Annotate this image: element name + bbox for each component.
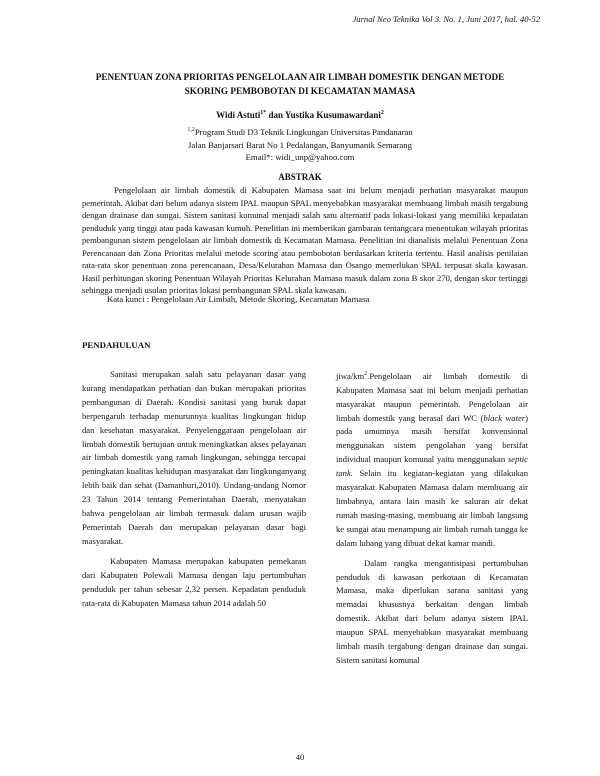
section-heading: PENDAHULUAN [82,340,151,350]
affiliation-block [0,124,600,164]
author-conj: dan Yustika Kusumawardani [266,110,381,120]
abstract-heading: ABSTRAK [278,172,322,182]
paper-title: PENENTUAN ZONA PRIORITAS PENGELOLAAN AIR LIMBAH DOMESTIK DENGAN METODE SKORING PEMBOBOTAN DI KECAMATAN MAMASA [95,72,505,96]
author-2-sup: 2 [380,110,384,116]
abstract-text: Pengelolaan air limbah domestik di Kabupaten Mamasa saat ini belum menjadi perhatian masyarakat maupun pemerintah. Akibat dari belum adanya sistem IPAL maupun SPAL menyebabkan masyarakat membuang limbah masih tergabung dengan drainase dan sungai. Sistem sanitasi komunal menjadi salah satu alternatif pada lokasi-lokasi yang memiliki kepadatan penduduk yang tinggi atau pada kawasan kumuh. Penelitian ini memberikan gambaran tentangcara menentukan wilayah prioritas pembangunan sistem pengelolaan air limbah domestik di Kecamatan Mamasa. Penelitian ini dianalisis melalui Penentuan Zona Perencanaan dan Zona Prioritas melalui metode scoring atau pembobotan berdasarkan kriteria tertentu. Hasil analisis penilaian rata-rata skor penentuan zona perencanaan, Desa/Kelurahan Mamasa dan Osango memerlukan SPAL terpusat skala kawasan. Hasil perhitungan skoring Penentuan Wilayah Prioritas Kelurahan Mamasa masuk dalam zona B skor 270, dengan skor tertinggi sehingga menjadi usulan prioritas lokasi pembangunan SPAL skala kawasan. [82,185,528,295]
right-paragraph-1: jiwa/$km^2.Pengelolaan$ air limbah domestik di Kabupaten Mamasa saat ini belum menjadi perhatian masyarakat maupun pemerintah. Pengelolaan air limbah domestik yang berasal dari WC (black water) pada umumnya masih bersifat konvensional menggunakan sistem pengolahan yang bersifat individual maupun komunal yaitu menggunakan septic tank. Selain itu kegiatan-kegiatan yang dilakukan masyarakat Kabupaten Mamasa dalam membuang air limbahnya, antara lain masih ke saluran air dekat rumah masing-masing, membuang air limbah langsung ke sungai atau menampung air limbah rumah tangga ke dalam lubang yang dibuat dekat kamar mandi. [336,370,528,548]
left-paragraph-1: Sanitasi merupakan salah satu pelayanan dasar yang kurang mendapatkan perhatian dan bukan merupakan prioritas pembangunan di Daerah. Kondisi sanitasi yang buruk dapat berpengaruh terhadap menurunnya kualitas lingkungan hidup dan kesehatan masyarakat. Penyelenggaraan pengelolaan air limbah domestik bertujuan untuk meningkatkan akses pelayanan air limbah domestik yang ramah lingkungan, sehingga tercapai peningkatan kualitas kehidupan masyarakat dan lingkunganyang lebih baik dan sehat (Damanhuri,2010). Undang-undang Nomor 23 Tahun 2014 tentang Pemerintahan Daerah, menyatakan bahwa pengelolaan air limbah termasuk dalam urusan wajib Pemerintah Daerah dan merupakan pelayanan dasar bagi masyarakat. [82,369,306,546]
affiliation-email: Email*: widi_unp@yahoo.com [245,152,355,163]
right-column [336,368,528,668]
author-1: Widi Astuti [216,110,261,120]
author-line [0,110,600,120]
left-paragraph-2: Kabupaten Mamasa merupakan kabupaten pemekaran dari Kabupaten Polewali Mamasa dengan laju pertumbuhan penduduk per tahun sebesar 2,32 persen. Kepadatan penduduk rata-rata di Kabupaten Mamasa tahun 2014 adalah 50 [82,555,306,608]
left-column [82,368,306,610]
page-number: 40 [295,752,305,762]
journal-header: Jurnal Neo Teknika Vol 3. No. 1, Juni 2017, hal. 40-52 [352,14,540,24]
affiliation-line-1: $^{1,2}$Program Studi D3 Teknik Lingkungan Universitas Pandanaran [187,126,413,137]
keywords: Kata kunci : Pengelolaan Air Limbah, Metode Skoring, Kecamatan Mamasa [107,294,370,304]
right-paragraph-2: Dalam rangka mengantisipasi pertumbuhan penduduk di kawasan perkotaan di Kecamatan Mamasa, maka diperlukan sarana sanitasi yang memadai khususnya berkaitan dengan limbah domestik. Akibat dari belum adanya sistem IPAL maupun SPAL menyebabkan masyarakat membuang limbah masih tergabung dengan drainase dan sungai. Sistem sanitasi komunal [336,557,528,665]
affiliation-sup: 1,2 [187,127,195,133]
author-1-sup: 1* [260,110,267,116]
affiliation-line-2: Jalan Banjarsari Barat No 1 Pedalangan, Banyumanik Semarang [188,139,412,150]
